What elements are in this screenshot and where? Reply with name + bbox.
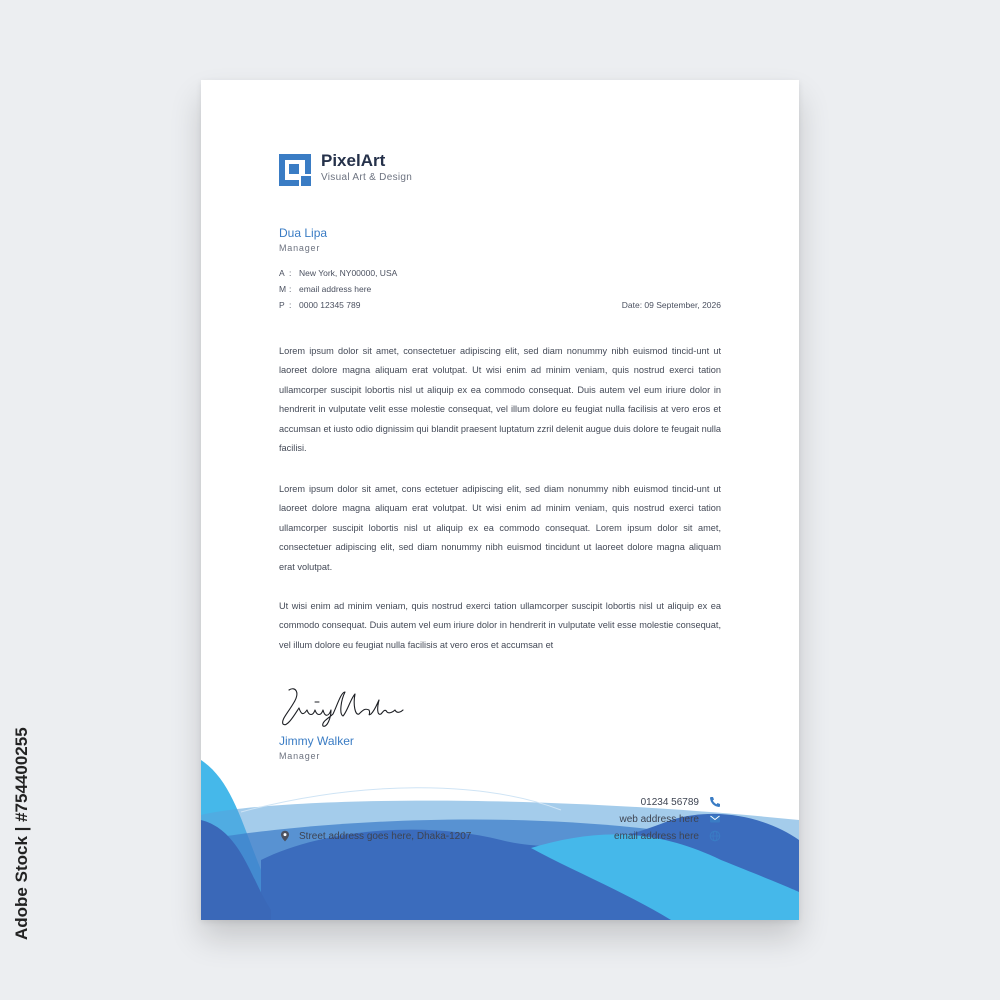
phone-icon <box>709 796 721 808</box>
contact-value: 0000 12345 789 <box>299 300 361 310</box>
footer-web-text: web address here <box>619 813 699 825</box>
contact-key: P <box>279 300 285 310</box>
contact-address: A : New York, NY00000, USA <box>279 268 398 278</box>
contact-key: M <box>279 284 287 294</box>
envelope-icon <box>709 813 721 825</box>
brand-name: PixelArt <box>321 151 386 170</box>
contact-phone: P : 0000 12345 789 <box>279 300 361 310</box>
letterhead-sheet <box>201 80 799 920</box>
body-paragraph-3: Ut wisi enim ad minim veniam, quis nostrud exerci tation ullamcorper suscipit lobortis nisl ut aliquip ex ea commodo consequat. Duis autem vel eum iriure dolor in hendrerit in vulputate velit esse molestie consequat, vel illum dolore eu feugiat nulla facilisis at vero eros et accumsan et <box>279 601 721 650</box>
footer-street <box>279 830 471 842</box>
globe-icon <box>709 830 721 842</box>
handwritten-signature <box>275 684 405 730</box>
contact-value: New York, NY00000, USA <box>299 268 398 278</box>
footer-street-text: Street address goes here, Dhaka-1207 <box>299 830 472 842</box>
contact-value: email address here <box>299 284 372 294</box>
footer-phone-text: 01234 56789 <box>640 796 699 808</box>
recipient-role: Manager <box>279 243 321 253</box>
body-paragraph-2: Lorem ipsum dolor sit amet, cons ectetuer adipiscing elit, sed diam nonummy nibh euismod tincid-unt ut laoreet dolore magna aliquam erat volutpat. Ut wisi enim ad minim veniam, quis nostrud exerci tation ullamcorper suscipit lobortis nisl ut aliquip ex ea commodo consequat. Lorem ipsum dolor sit amet, consectetuer adipiscing elit, sed diam nonummy nibh euismod tincidunt ut laoreet dolore magna aliquam erat volutpat. <box>279 484 721 572</box>
location-pin-icon <box>279 830 291 842</box>
stock-id-text: Adobe Stock | #754400255 <box>12 727 31 940</box>
letter-date: Date: 09 September, 2026 <box>621 300 721 310</box>
brand-logo <box>279 152 412 186</box>
contact-key: A <box>279 268 285 278</box>
contact-email: M : email address here <box>279 284 372 294</box>
pixel-square-logo-icon <box>279 154 311 186</box>
stock-watermark-id <box>8 727 38 940</box>
footer-email <box>614 830 721 842</box>
footer-email-text: email address here <box>613 830 699 842</box>
footer-web <box>620 813 722 825</box>
recipient-name: Dua Lipa <box>279 226 328 240</box>
footer-phone <box>641 796 721 808</box>
brand-tagline: Visual Art & Design <box>321 172 413 183</box>
signer-name: Jimmy Walker <box>279 734 354 748</box>
signer-role: Manager <box>279 751 321 761</box>
body-paragraph-1: Lorem ipsum dolor sit amet, consectetuer adipiscing elit, sed diam nonummy nibh euismod tincid-unt ut laoreet dolore magna aliquam erat volutpat. Ut wisi enim ad minim veniam, quis nostrud exerci tation ullamcorper suscipit lobortis nisl ut aliquip ex ea commodo consequat. Duis autem vel eum iriure dolor in hendrerit in vulputate velit esse molestie consequat, vel illum dolore eu feugiat nulla facilisis at vero eros et accumsan et iusto odio dignissim qui blandit praesent luptatum zzril delenit augue duis dolore te feugait nulla facilisi. <box>279 346 721 454</box>
